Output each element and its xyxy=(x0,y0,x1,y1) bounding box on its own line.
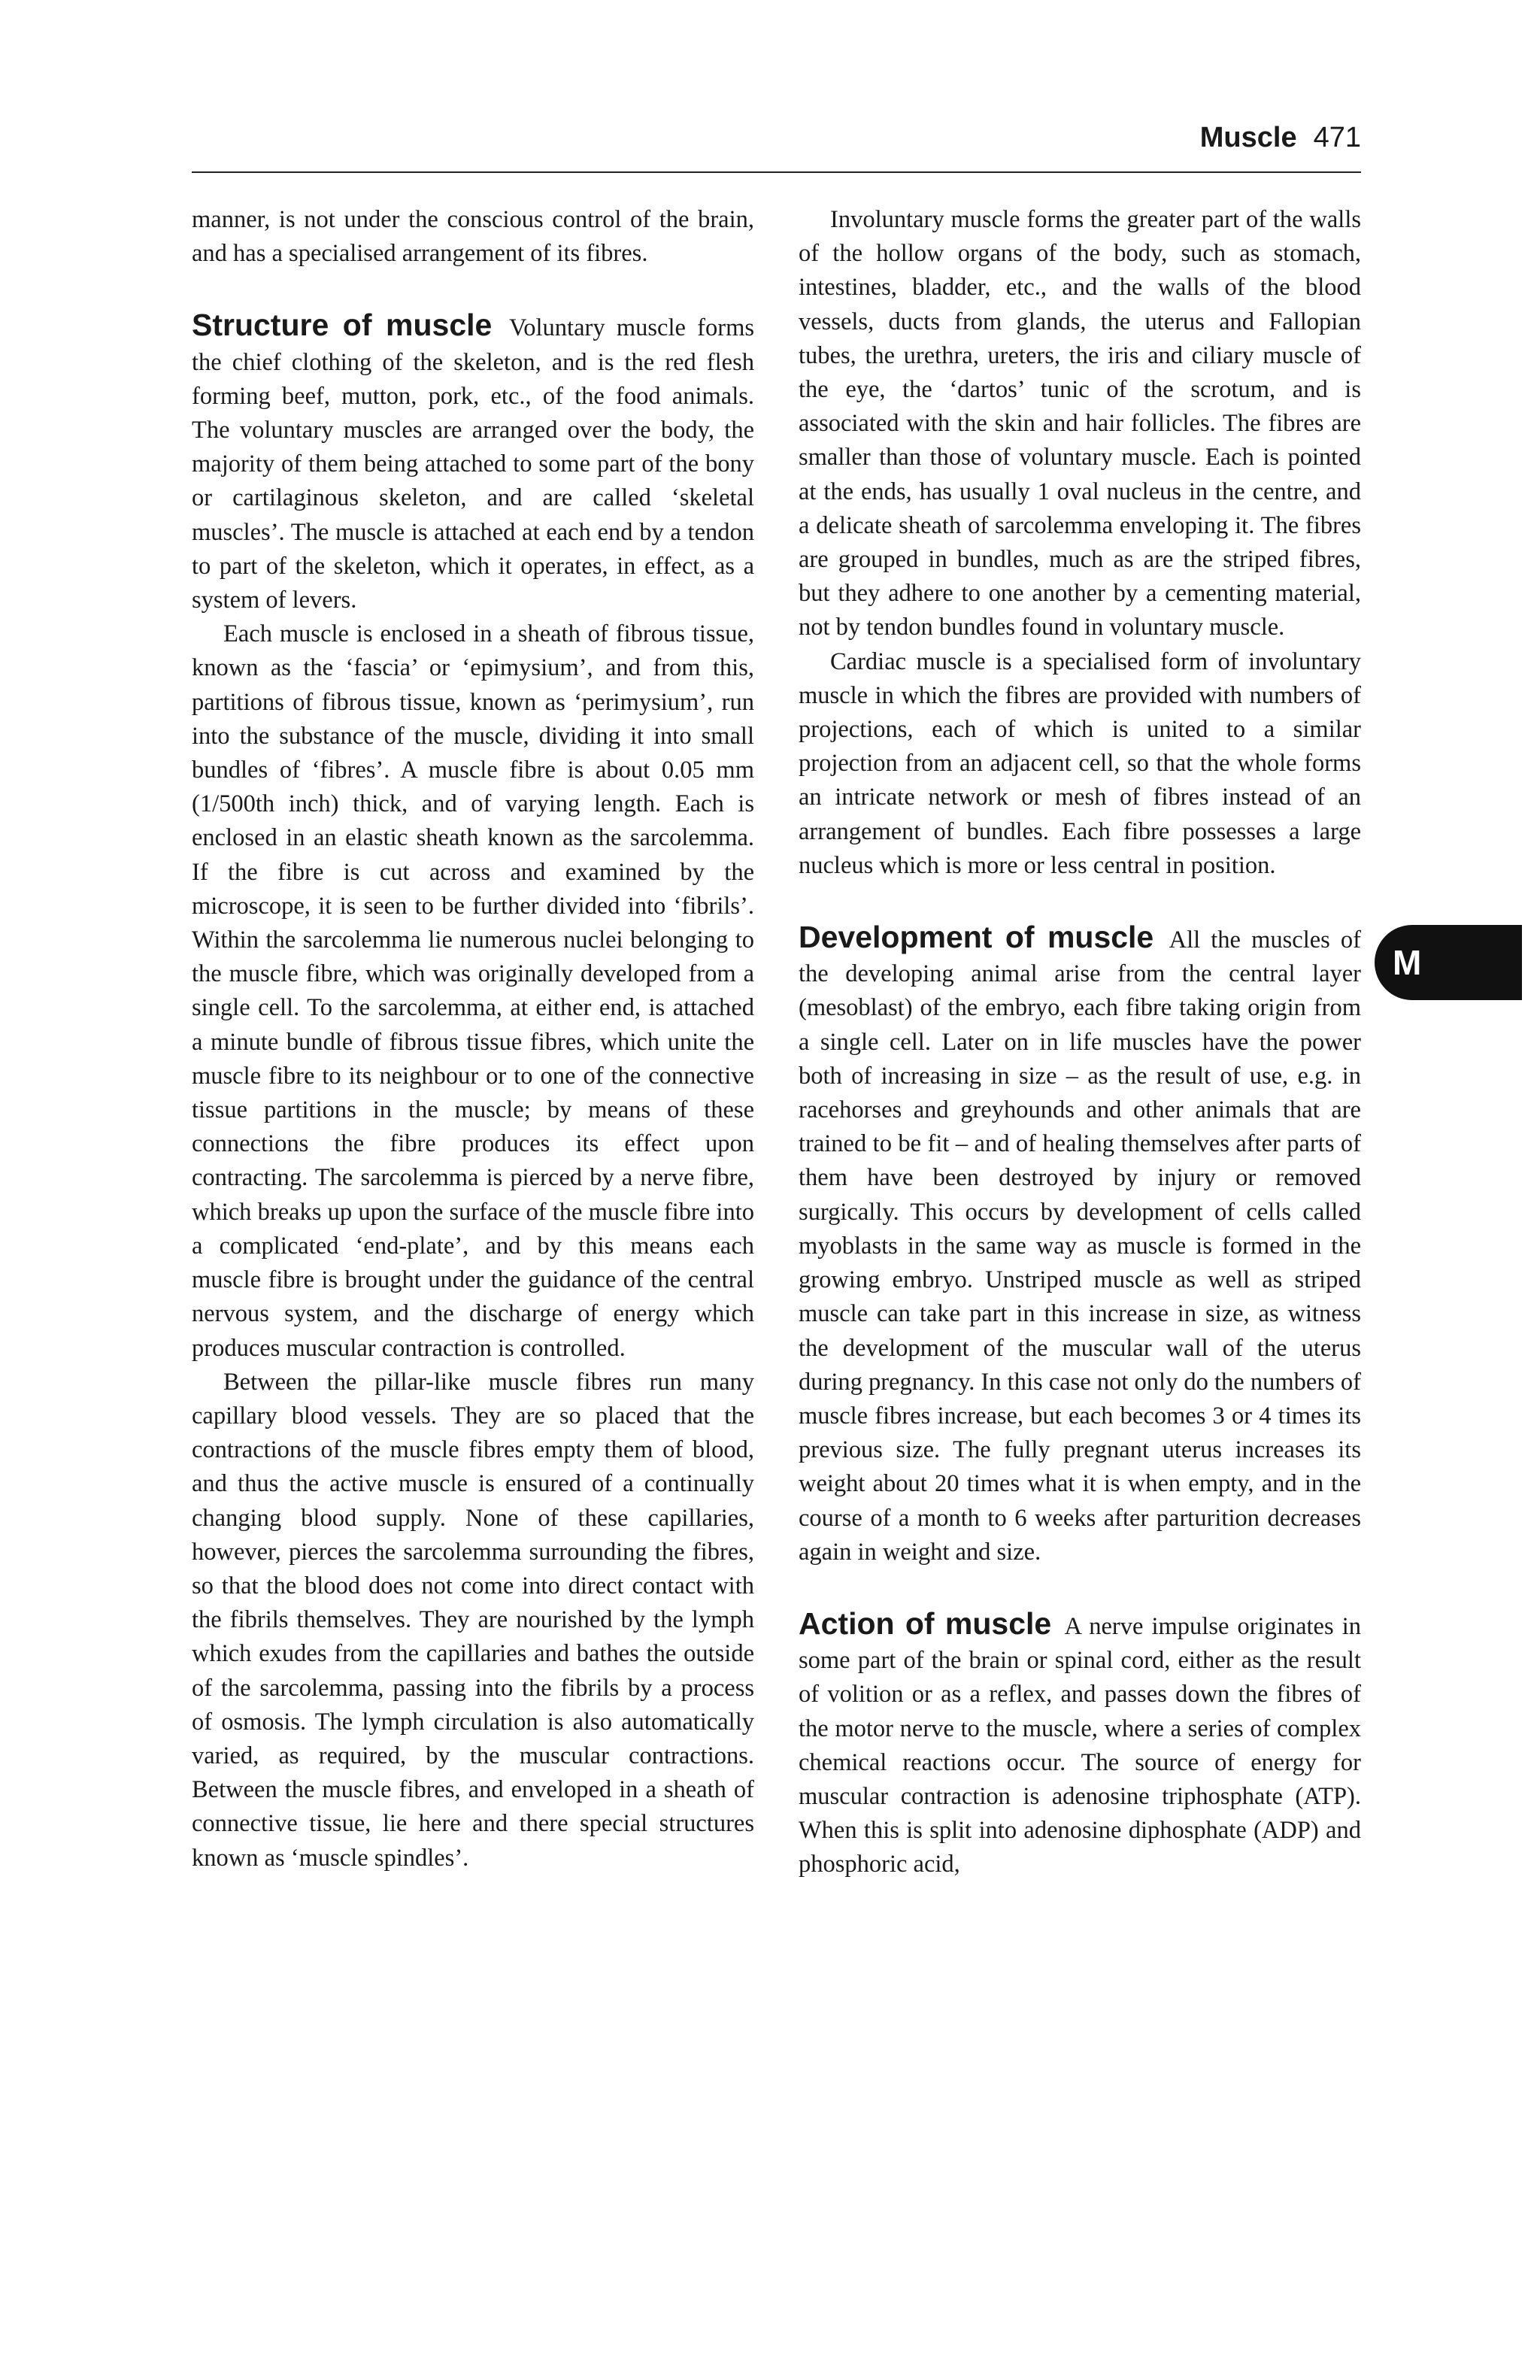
paragraph-action: A nerve impulse originates in some part of the brain or spinal cord, either as the result of volition or as a reflex, and passes down the fibres of the motor nerve to the muscle, where a series of complex chemical reactions occur. The source of energy for muscular contraction is adenosine triphosphate (ATP). When this is split into adenosine diphosphate (ADP) and phosphoric acid, xyxy=(799,1612,1361,1878)
section-heading-action: Action of muscle xyxy=(799,1605,1052,1641)
thumb-tab-letter: M xyxy=(1393,943,1422,982)
running-head xyxy=(1200,122,1361,154)
paragraph-involuntary-muscle: Involuntary muscle forms the greater part of the walls of the hollow organs of the body, such as stomach, intestines, bladder, etc., and the walls of the blood vessels, ducts from glands, the uterus and Fallopian tubes, the urethra, ureters, the iris and ciliary muscle of the eye, the ‘dartos’ tunic of the scrotum, and is associated with the skin and hair follicles. The fibres are smaller than those of voluntary muscle. Each is pointed at the ends, has usually 1 oval nucleus in the centre, and a delicate sheath of sarcolemma enveloping it. The fibres are grouped in bundles, much as are the striped fibres, but they adhere to one another by a cementing material, not by tendon bundles found in voluntary muscle. xyxy=(799,206,1361,641)
thumb-index-tab xyxy=(1375,925,1522,1000)
paragraph-cardiac-muscle: Cardiac muscle is a specialised form of involuntary muscle in which the fibres are provided with numbers of projections, each of which is united to a similar projection from an adjacent cell, so that the whole forms an intricate network or mesh of fibres instead of an arrangement of bundles. Each fibre possesses a large nucleus which is more or less central in position. xyxy=(799,647,1361,879)
section-heading-development: Development of muscle xyxy=(799,920,1154,955)
section-development-of-muscle xyxy=(799,920,1361,1569)
left-column xyxy=(192,203,754,1875)
paragraph-development: All the muscles of the developing animal arise from the central layer (mesoblast) of the embryo, each fibre taking origin from a single cell. Later on in life muscles have the power both of increasing in size – as the result of use, e.g. in racehorses and greyhounds and other animals that are trained to be fit – and of healing themselves after parts of them have been destroyed by injury or removed surgically. This occurs by development of cells called myoblasts in the same way as muscle is formed in the growing embryo. Unstriped muscle as well as striped muscle can take part in this increase in size, as witness the development of the muscular wall of the uterus during pregnancy. In this case not only do the numbers of muscle fibres increase, but each becomes 3 or 4 times its previous size. The fully pregnant uterus increases its weight about 20 times what it is when empty, and in the course of a month to 6 weeks after parturition decreases again in weight and size. xyxy=(799,926,1361,1566)
paragraph-continued: manner, is not under the conscious control of the brain, and has a specialised arrangement of its fibres. xyxy=(192,206,754,268)
running-head-title: Muscle xyxy=(1199,122,1297,153)
section-structure-of-muscle xyxy=(192,308,754,617)
paragraph-structure-intro: Voluntary muscle forms the chief clothing of the skeleton, and is the red flesh forming beef, mutton, pork, etc., of the food animals. The voluntary muscles are arranged over the body, the majority of them being attached to some part of the bony or cartilaginous skeleton, and are called ‘skeletal muscles’. The muscle is attached at each end by a tendon to part of the skeleton, which it operates, in effect, as a system of levers. xyxy=(192,314,754,614)
page-number: 471 xyxy=(1313,122,1361,153)
paragraph-sheath: Each muscle is enclosed in a sheath of fibrous tissue, known as the ‘fascia’ or ‘epimysium’, and from this, partitions of fibrous tissue, known as ‘perimysium’, run into the substance of the muscle, dividing it into small bundles of ‘fibres’. A muscle fibre is about 0.05 mm (1/500th inch) thick, and of varying length. Each is enclosed in an elastic sheath known as the sarcolemma. If the fibre is cut across and examined by the microscope, it is seen to be further divided into ‘fibrils’. Within the sarcolemma lie numerous nuclei belonging to the muscle fibre, which was originally developed from a single cell. To the sarcolemma, at either end, is attached a minute bundle of fibrous tissue fibres, which unite the muscle fibre to its neighbour or to one of the connective tissue partitions in the muscle; by means of these connections the fibre produces its effect upon contracting. The sarcolemma is pierced by a nerve fibre, which breaks up upon the surface of the muscle fibre into a complicated ‘end-plate’, and by this means each muscle fibre is brought under the guidance of the central nervous system, and the discharge of energy which produces muscular contraction is controlled. xyxy=(192,620,754,1362)
section-heading-structure: Structure of muscle xyxy=(192,308,493,343)
header-rule xyxy=(192,171,1361,173)
section-action-of-muscle xyxy=(799,1607,1361,1882)
right-column xyxy=(799,203,1361,1882)
paragraph-capillaries: Between the pillar-like muscle fibres run many capillary blood vessels. They are so placed that the contractions of the muscle fibres empty them of blood, and thus the active muscle is ensured of a continually changing blood supply. None of these capillaries, however, pierces the sarcolemma surrounding the fibres, so that the blood does not come into direct contact with the fibrils themselves. They are nourished by the lymph which exudes from the capillaries and bathes the outside of the sarcolemma, passing into the fibrils by a process of osmosis. The lymph circulation is also automatically varied, as required, by the muscular contractions. Between the muscle fibres, and enveloped in a sheath of connective tissue, lie here and there special structures known as ‘muscle spindles’. xyxy=(192,1368,754,1872)
